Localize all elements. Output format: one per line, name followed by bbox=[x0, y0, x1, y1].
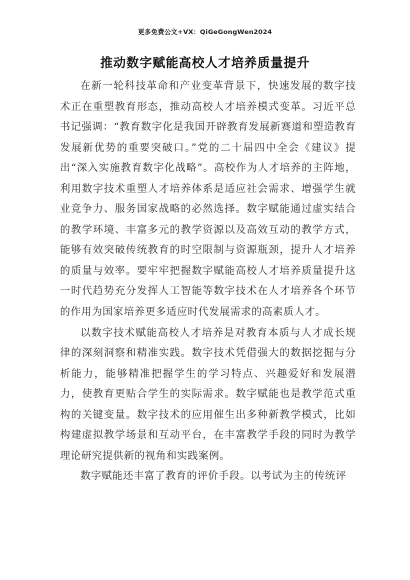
paragraph-3: 数字赋能还丰富了教育的评价手段。以考试为主的传统评 bbox=[80, 471, 347, 483]
document-body bbox=[60, 77, 356, 488]
paragraph-1: 在新一轮科技革命和产业变革背景下，快速发展的数字技术正在重塑教育形态，推动高校人才培养模式变革。习近平总书记强调：“教育数字化是我国开辟教育发展新赛道和塑造教育发展新优势的重要突破口。”党的二十届四中全会《建议》提出“深入实施教育数字化战略”。高校作为人才培养的主阵地，利用数字技术重塑人才培养体系是适应社会需求、增强学生就业竞争力、服务国家战略的必然选择。数字赋能通过虚实结合的教学环境、丰富多元的教学资源以及高效互动的教学方式，能够有效突破传统教育的时空限制与资源瓶颈，提升人才培养的质量与效率。要牢牢把握数字赋能高校人才培养质量提升这一时代趋势充分发挥人工智能等数字技术在人才培养各个环节的作用为国家培养更多适应时代发展需求的高素质人才。 bbox=[60, 81, 356, 319]
paragraph-2: 以数字技术赋能高校人才培养是对教育本质与人才成长规律的深刻洞察和精准实践。数字技术凭借强大的数据挖掘与分析能力，能够精准把握学生的学习特点、兴趣爱好和发展潜力，使教育更贴合学生的实际需求。数字赋能也是教学范式重构的关键变量。数字技术的应用催生出多种新教学模式，比如构建虚拟教学场景和互动平台，在丰富教学手段的同时为教学理论研究提供新的视角和实践案例。 bbox=[60, 327, 356, 462]
header-note: 更多免费公文+VX：QiGeGongWen2024 bbox=[137, 28, 273, 36]
document-title: 推动数字赋能高校人才培养质量提升 bbox=[100, 55, 310, 70]
